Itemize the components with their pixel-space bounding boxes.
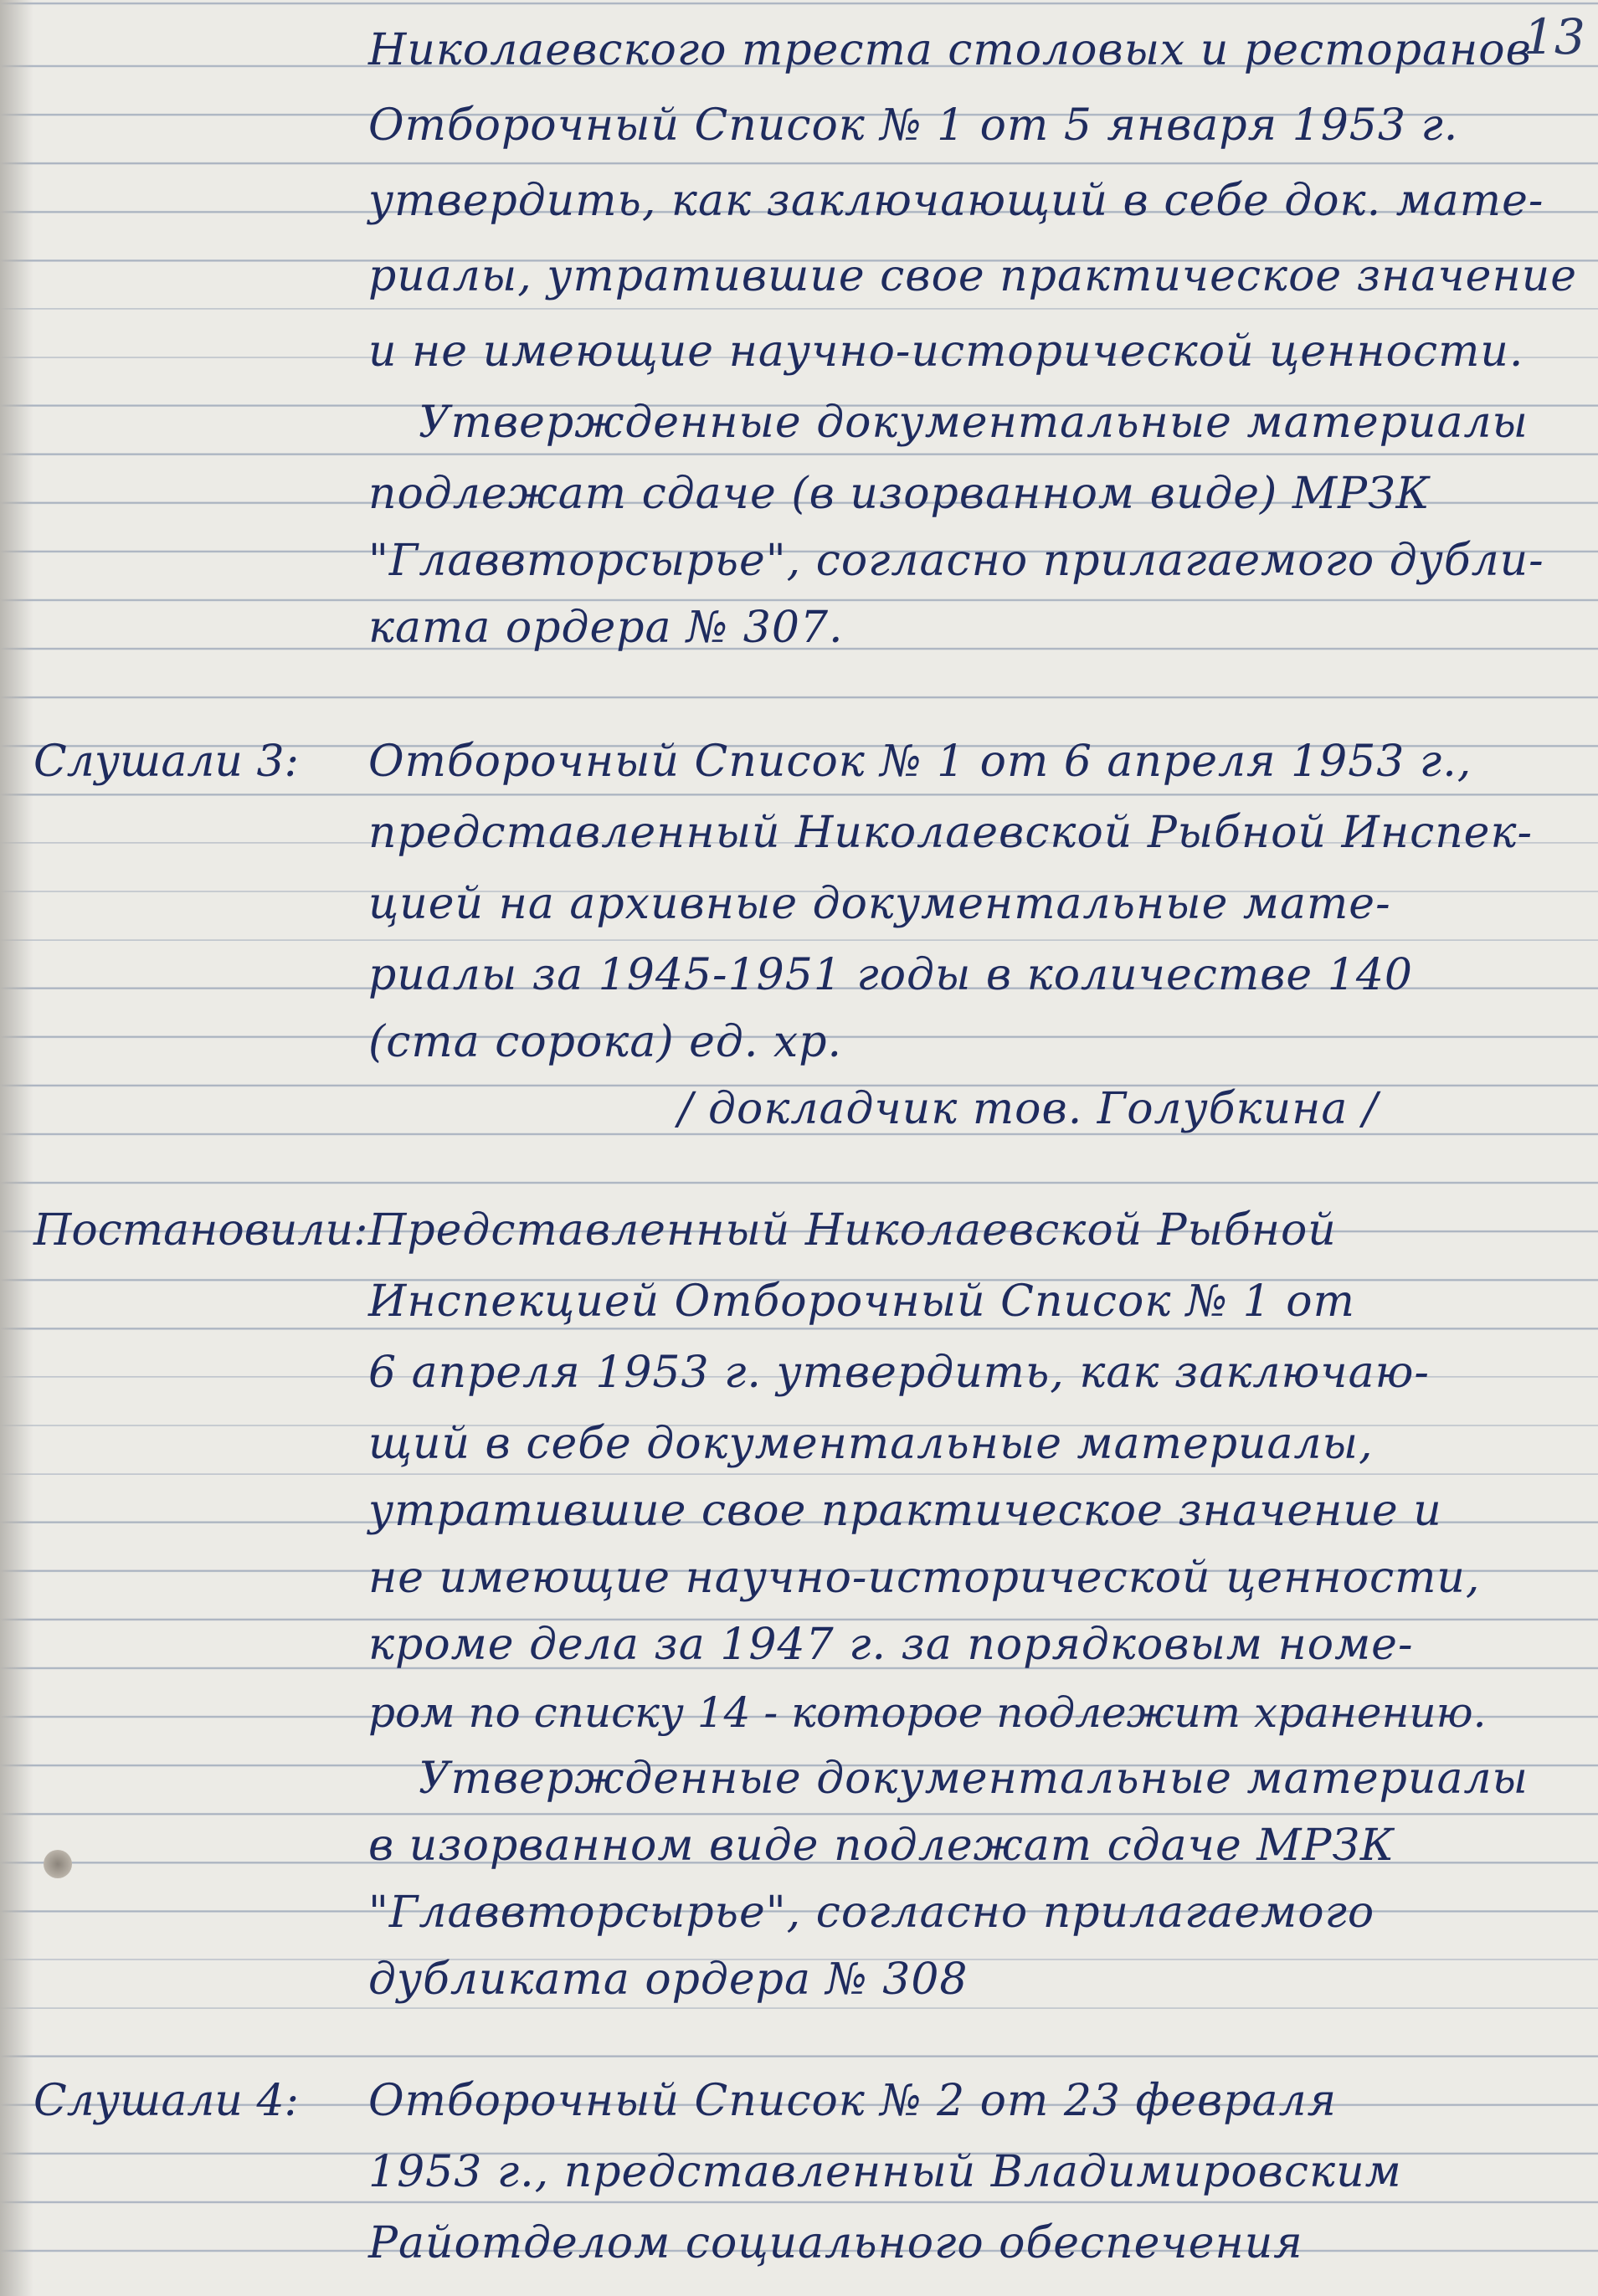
text-line-14	[0, 1000, 1598, 1076]
line-text: (ста сорока) ед. хр.	[368, 1017, 843, 1067]
text-line-21	[0, 1536, 1598, 1611]
line-label: Слушали 4:	[33, 2076, 300, 2126]
text-line-1	[0, 8, 1598, 84]
line-text: цией на архивные документальные мате-	[368, 879, 1391, 929]
line-text: Утвержденные документальные материалы	[419, 398, 1529, 448]
text-line-5	[0, 310, 1598, 385]
text-line-17	[0, 1260, 1598, 1335]
line-text: и не имеющие научно-исторической ценности.	[368, 326, 1524, 377]
text-line-27	[0, 1938, 1598, 2013]
line-text: риалы, утратившие свое практическое значение	[368, 251, 1577, 301]
line-text: Инспекцией Отборочный Список № 1 от	[368, 1276, 1355, 1327]
line-text: представленный Николаевской Рыбной Инспек-	[368, 808, 1534, 858]
text-line-25	[0, 1804, 1598, 1879]
line-text: Николаевского треста столовых и ресторанов	[368, 25, 1532, 75]
line-text: утратившие свое практическое значение и	[368, 1486, 1442, 1536]
text-line-15	[0, 1067, 1598, 1143]
text-line-26	[0, 1871, 1598, 1946]
text-line-12	[0, 862, 1598, 937]
text-line-4	[0, 234, 1598, 310]
line-text: не имеющие научно-исторической ценности,	[368, 1553, 1481, 1603]
line-text: Представленный Николаевской Рыбной	[368, 1205, 1337, 1256]
text-line-2	[0, 84, 1598, 159]
line-text: Отборочный Список № 1 от 6 апреля 1953 г.,	[368, 737, 1472, 787]
text-line-20	[0, 1469, 1598, 1544]
page-number: 13	[1523, 8, 1585, 65]
line-text: утвердить, как заключающий в себе док. мате-	[368, 176, 1544, 226]
line-text: Отборочный Список № 2 от 23 февраля	[368, 2076, 1338, 2126]
line-text: ката ордера № 307.	[368, 603, 844, 653]
text-line-19	[0, 1402, 1598, 1477]
text-line-22	[0, 1603, 1598, 1678]
text-line-23	[0, 1670, 1598, 1745]
text-line-13	[0, 933, 1598, 1009]
text-line-8	[0, 519, 1598, 594]
text-line-29	[0, 2130, 1598, 2206]
line-label: Слушали 3:	[33, 737, 300, 787]
line-text: "Главвторсырье", согласно прилагаемого дубли-	[368, 536, 1544, 586]
text-line-10	[0, 720, 1598, 795]
line-text: кроме дела за 1947 г. за порядковым номе-	[368, 1620, 1414, 1670]
line-text: щий в себе документальные материалы,	[368, 1419, 1374, 1469]
text-line-30	[0, 2201, 1598, 2277]
line-text: Утвержденные документальные материалы	[419, 1754, 1529, 1804]
line-text: 1953 г., представленный Владимировским	[368, 2147, 1402, 2197]
text-line-6	[0, 381, 1598, 456]
text-line-16	[0, 1189, 1598, 1264]
text-line-24	[0, 1737, 1598, 1812]
line-text: Райотделом социального обеспечения	[368, 2218, 1303, 2268]
text-line-7	[0, 452, 1598, 527]
line-text: / докладчик тов. Голубкина /	[678, 1084, 1379, 1134]
line-text: в изорванном виде подлежат сдаче МРЗК	[368, 1821, 1395, 1871]
text-line-3	[0, 159, 1598, 234]
line-text: дубликата ордера № 308	[368, 1954, 969, 2005]
line-text: риалы за 1945-1951 годы в количестве 140	[368, 950, 1413, 1000]
text-line-18	[0, 1331, 1598, 1406]
text-line-28	[0, 2059, 1598, 2134]
line-text: 6 апреля 1953 г. утвердить, как заключаю-	[368, 1348, 1431, 1398]
line-label: Постановили:	[33, 1205, 368, 1256]
line-text: Отборочный Список № 1 от 5 января 1953 г.	[368, 100, 1459, 151]
text-line-11	[0, 791, 1598, 866]
line-text: ром по списку 14 - которое подлежит хранению.	[368, 1688, 1487, 1737]
text-line-9	[0, 586, 1598, 661]
line-text: "Главвторсырье", согласно прилагаемого	[368, 1888, 1375, 1938]
line-text: подлежат сдаче (в изорванном виде) МРЗК	[368, 469, 1431, 519]
